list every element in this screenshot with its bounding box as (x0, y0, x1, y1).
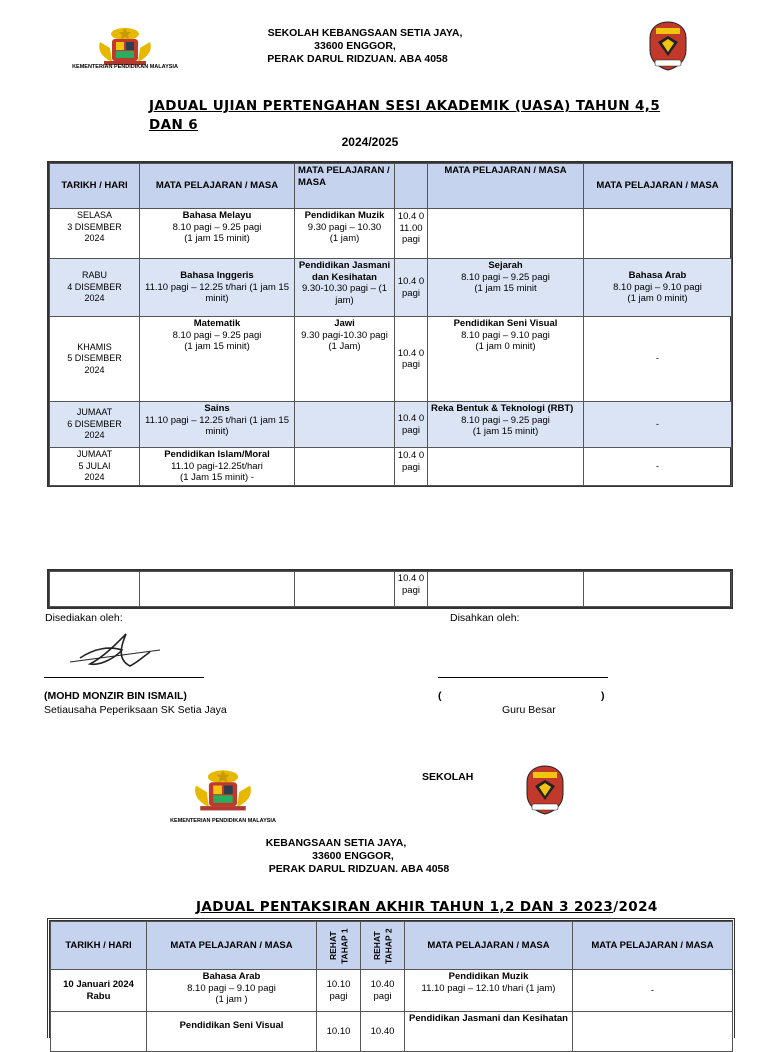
subject-title: Bahasa Melayu (182, 210, 252, 221)
exam-title-line2: DAN 6 (149, 117, 199, 133)
subject-title: Pendidikan Jasmani dan Kesihatan (298, 260, 391, 283)
subject-cell (295, 259, 395, 317)
school-name-line: KEBANGSAAN SETIA JAYA, (265, 837, 407, 849)
school-name-line: SEKOLAH KEBANGSAAN SETIA JAYA, (267, 27, 463, 39)
preparer-name: (MOHD MONZIR BIN ISMAIL) (44, 690, 187, 702)
exam-schedule-table (47, 161, 733, 487)
date-cell (50, 209, 140, 259)
exam-year: 2024/2025 (341, 135, 399, 149)
date-cell (51, 1012, 147, 1052)
final-exam-title-year: /2024 (613, 899, 658, 915)
school-state-line: PERAK DARUL RIDZUAN. ABA 4058 (268, 863, 450, 875)
rehat-2-cell: 10.40 pagi (361, 970, 405, 1012)
subject-cell (147, 1012, 317, 1052)
col-header-subject-4: MATA PELAJARAN / MASA (584, 164, 732, 209)
col-header-rehat-1 (317, 922, 361, 970)
col-header-subject-2: MATA PELAJARAN / MASA (295, 164, 395, 209)
ministry-name-1: KEMENTERIAN PENDIDIKAN MALAYSIA (72, 64, 178, 70)
subject-title: Sains (204, 403, 230, 414)
signature-image (60, 628, 170, 676)
day-text: KHAMIS (77, 341, 112, 352)
subject-title: Bahasa Arab (202, 971, 261, 982)
date-cell (50, 259, 140, 317)
school-badge-icon (525, 764, 565, 816)
approver-position: Guru Besar (502, 704, 556, 716)
subject-cell: - (584, 317, 732, 402)
year-text: 2024 (84, 293, 105, 304)
school-address-1 (250, 27, 480, 66)
subject-time: 8.10 pagi – 9.25 pagi (172, 329, 262, 341)
subject-cell (140, 402, 295, 448)
col-header-rehat (395, 164, 428, 209)
year-text: 2024 (84, 430, 105, 441)
subject-duration: (1 jam 15 minit (474, 283, 537, 294)
col-header-subject-1: MATA PELAJARAN / MASA (140, 164, 295, 209)
prepared-by-label: Disediakan oleh: (45, 612, 123, 624)
table-row (50, 402, 732, 448)
subject-cell (573, 1012, 733, 1052)
day-text: RABU (81, 270, 107, 281)
date-text: 3 DISEMBER (67, 221, 122, 232)
school-word: SEKOLAH (422, 771, 474, 783)
rehat-2-label: REHAT TAHAP 2 (371, 927, 393, 964)
subject-cell (428, 209, 584, 259)
rehat-cell: 10.4 0 pagi (395, 402, 428, 448)
subject-cell (428, 402, 584, 448)
rehat-cell: 10.4 0 pagi (395, 572, 428, 607)
empty-cell (50, 572, 140, 607)
school-badge-icon (648, 20, 688, 72)
subject-time: 8.10 pagi – 9.25 pagi (461, 414, 550, 426)
subject-title: Pendidikan Jasmani dan Kesihatan (409, 1013, 568, 1024)
subject-time: 8.10 pagi – 9.25 pagi (172, 221, 262, 233)
date-cell (50, 317, 140, 402)
rehat-1-label: REHAT TAHAP 1 (327, 927, 349, 964)
day-text: JUMAAT (76, 449, 113, 459)
table-row (50, 317, 732, 402)
subject-title: Reka Bentuk & Teknologi (RBT) (431, 403, 574, 414)
subject-time: 11.10 pagi – 12.25 t/hari (1 jam 15 minit) (144, 281, 289, 305)
subject-cell (428, 259, 584, 317)
subject-title: Matematik (193, 318, 241, 329)
subject-time: 8.10 pagi – 9.10 pagi (461, 329, 550, 341)
crest-icon (162, 766, 284, 818)
col-header-date: TARIKH / HARI (51, 922, 147, 970)
subject-duration: (1 jam 0 minit) (627, 293, 688, 305)
subject-duration: (1 jam) (329, 233, 360, 244)
extra-table-row (47, 569, 733, 609)
school-state-line: PERAK DARUL RIDZUAN. ABA 4058 (267, 53, 448, 65)
school-postcode-line: 33600 ENGGOR, (314, 40, 396, 52)
subject-time: 11.10 pagi – 12.10 t/hari (1 jam) (421, 982, 556, 994)
subject-duration: (1 jam ) (215, 994, 248, 1005)
subject-duration: (1 jam 15 minit) (184, 233, 250, 244)
subject-time: 8.10 pagi – 9.10 pagi (613, 281, 702, 293)
date-text: 4 DISEMBER (67, 281, 122, 292)
table-row (51, 970, 733, 1012)
rehat-2-cell: 10.40 (361, 1012, 405, 1052)
empty-cell (584, 572, 732, 607)
approved-by-label: Disahkan oleh: (450, 612, 520, 624)
table-row (50, 209, 732, 259)
subject-cell (428, 317, 584, 402)
subject-cell (405, 970, 573, 1012)
subject-title: Pendidikan Islam/Moral (164, 449, 270, 460)
signature-line-left (44, 677, 204, 678)
school-postcode-line: 33600 ENGGOR, (312, 850, 394, 862)
school-badge-2 (525, 764, 565, 816)
date-cell (50, 402, 140, 448)
subject-time: 8.10 pagi – 9.10 pagi (187, 982, 276, 994)
subject-cell: - (584, 402, 732, 448)
subject-title: Sejarah (488, 260, 523, 271)
subject-time: 11.10 pagi – 12.25 t/hari (1 jam 15 minit) (144, 414, 289, 437)
subject-title: Pendidikan Muzik (448, 971, 529, 982)
day-text: Rabu (86, 990, 111, 1002)
date-text: 6 DISEMBER (67, 418, 122, 429)
final-exam-title (196, 899, 658, 915)
subject-time: 11.10 pagi-12.25t/hari (171, 460, 263, 472)
date-text: 5 DISEMBER (67, 353, 122, 364)
subject-duration: (1 jam 15 minit) (472, 426, 539, 437)
col-header-subject-2: MATA PELAJARAN / MASA (405, 922, 573, 970)
subject-cell (295, 448, 395, 486)
approver-close-paren: ) (601, 690, 605, 702)
handwritten-signature-icon (60, 628, 170, 676)
col-header-subject-3: MATA PELAJARAN / MASA (573, 922, 733, 970)
school-address-2 (236, 837, 476, 876)
subject-cell (140, 448, 295, 486)
subject-cell (140, 317, 295, 402)
preparer-position: Setiausaha Peperiksaan SK Setia Jaya (44, 704, 227, 716)
table-row (51, 1012, 733, 1052)
empty-cell (428, 572, 584, 607)
col-header-date: TARIKH / HARI (50, 164, 140, 209)
final-exam-title-main: JADUAL PENTAKSIRAN AKHIR TAHUN 1,2 DAN 3 2023 (196, 899, 614, 915)
subject-title: Pendidikan Muzik (304, 210, 385, 221)
signature-line-right (438, 677, 608, 678)
school-badge-1 (648, 20, 688, 72)
subject-cell (147, 970, 317, 1012)
final-exam-table (47, 918, 735, 1038)
subject-cell (295, 402, 395, 448)
ministry-crest-2 (162, 766, 284, 826)
subject-cell (584, 209, 732, 259)
col-header-subject-1: MATA PELAJARAN / MASA (147, 922, 317, 970)
subject-title: Jawi (334, 318, 355, 329)
subject-cell (584, 259, 732, 317)
year-text: 2024 (84, 472, 105, 482)
date-cell (51, 970, 147, 1012)
day-text: SELASA (76, 210, 113, 220)
subject-title: Bahasa Inggeris (180, 270, 254, 282)
subject-time: 9.30-10.30 pagi – (1 jam) (301, 283, 388, 306)
subject-cell (405, 1012, 573, 1052)
subject-cell (428, 448, 584, 486)
subject-duration: (1 Jam 15 minit) - (180, 472, 254, 483)
subject-title: Pendidikan Seni Visual (453, 318, 558, 329)
empty-cell (140, 572, 295, 607)
date-cell (50, 448, 140, 486)
subject-cell (295, 317, 395, 402)
subject-duration: (1 jam 15 minit) (184, 341, 250, 352)
ministry-name-2: KEMENTERIAN PENDIDIKAN MALAYSIA (170, 818, 276, 824)
rehat-1-cell: 10.10 (317, 1012, 361, 1052)
subject-title: Pendidikan Seni Visual (179, 1020, 284, 1031)
date-text: 10 Januari 2024 (63, 979, 134, 990)
ministry-crest-1 (70, 24, 180, 72)
empty-cell (295, 572, 395, 607)
subject-title: Bahasa Arab (628, 270, 687, 282)
subject-duration: (1 Jam) (328, 341, 361, 352)
subject-time: 8.10 pagi – 9.25 pagi (461, 271, 550, 283)
rehat-cell: 10.4 0 pagi (395, 259, 428, 317)
date-text: 5 JULAI (78, 460, 111, 471)
exam-title-line1: JADUAL UJIAN PERTENGAHAN SESI AKADEMIK (UASA) TAHUN 4,5 (149, 98, 661, 114)
approver-open-paren: ( (438, 690, 442, 702)
year-text: 2024 (84, 233, 105, 243)
subject-time: 9.30 pagi – 10.30 (307, 221, 382, 233)
rehat-cell: 10.4 0 pagi (395, 448, 428, 486)
subject-cell (140, 209, 295, 259)
subject-cell: - (573, 970, 733, 1012)
subject-time: 9.30 pagi-10.30 pagi (301, 329, 388, 341)
col-header-rehat-2 (361, 922, 405, 970)
subject-cell (140, 259, 295, 317)
subject-cell (295, 209, 395, 259)
subject-cell: - (584, 448, 732, 486)
subject-duration: (1 jam 0 minit) (475, 341, 536, 352)
rehat-cell: 10.4 0 11.00 pagi (395, 209, 428, 259)
rehat-1-cell: 10.10 pagi (317, 970, 361, 1012)
rehat-cell: 10.4 0 pagi (395, 317, 428, 402)
col-header-subject-3: MATA PELAJARAN / MASA (428, 164, 584, 209)
table-row (50, 259, 732, 317)
table-row (50, 448, 732, 486)
day-text: JUMAAT (76, 407, 113, 418)
year-text: 2024 (84, 364, 105, 375)
